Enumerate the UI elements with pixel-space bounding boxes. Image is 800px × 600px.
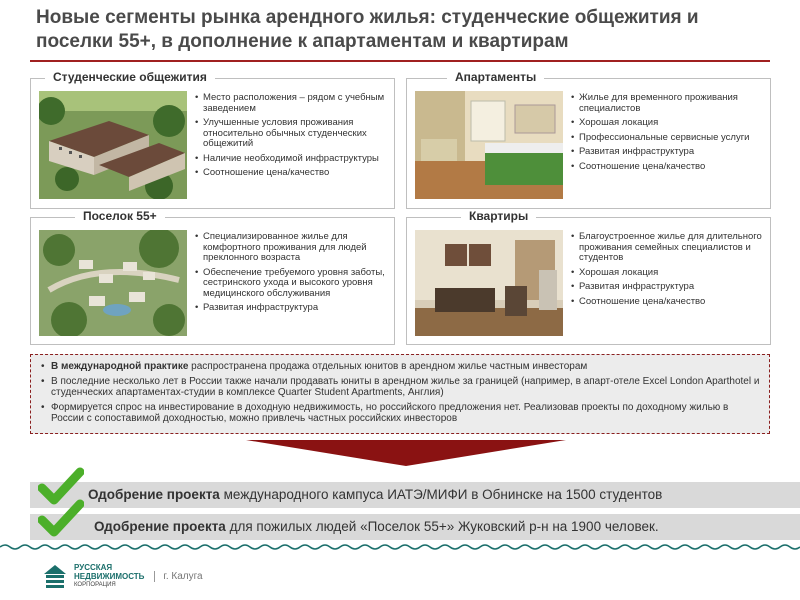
card-title-student-dorms: Студенческие общежития bbox=[45, 70, 215, 84]
list-item: • Улучшенные условия проживания относительно обычных студенческих общежитий bbox=[195, 118, 388, 150]
approval-lead: Одобрение проекта bbox=[94, 519, 226, 534]
approval-lead: Одобрение проекта bbox=[88, 487, 220, 502]
list-item: • Хорошая локация bbox=[571, 268, 764, 279]
card-flats bbox=[406, 209, 771, 345]
logo-house-icon bbox=[42, 563, 68, 589]
flats-photo bbox=[415, 230, 563, 336]
list-item: • Профессиональные сервисные услуги bbox=[571, 133, 764, 144]
practice-item1-rest: распространена продажа отдельных юнитов в арендном жилье частным инвесторам bbox=[188, 361, 588, 372]
international-practice-box bbox=[30, 354, 770, 434]
company-logo bbox=[42, 558, 203, 594]
practice-item1-lead: В международной практике bbox=[51, 361, 189, 372]
card-title-flats: Квартиры bbox=[461, 209, 536, 223]
list-item: • В последние несколько лет в России также начали продавать юниты в арендном жилье за границей (например, в апарт-отеле Excel London Aparthotel и студенческих апартаментах-студии в комплексе Quarter Student Apartments, Англия) bbox=[41, 376, 761, 399]
approval-bar-campus bbox=[30, 482, 800, 508]
logo-line3: КОРПОРАЦИЯ bbox=[74, 581, 116, 588]
list-item: • Соотношение цена/качество bbox=[195, 168, 388, 179]
list-item: • Развитая инфраструктура bbox=[571, 282, 764, 293]
card-title-village-55: Поселок 55+ bbox=[75, 209, 165, 223]
logo-line2: НЕДВИЖИМОСТЬ bbox=[74, 571, 145, 581]
card-student-dorms bbox=[30, 70, 395, 209]
student-dorms-bullets bbox=[195, 93, 388, 183]
list-item: • Хорошая локация bbox=[571, 118, 764, 129]
list-item: • Развитая инфраструктура bbox=[195, 303, 388, 314]
apartments-bullets bbox=[571, 93, 764, 176]
card-village-55 bbox=[30, 209, 395, 345]
approval-bar-village bbox=[30, 514, 800, 540]
down-arrow-icon bbox=[246, 440, 566, 466]
list-item: • Развитая инфраструктура bbox=[571, 147, 764, 158]
page-title: Новые сегменты рынка арендного жилья: студенческие общежития и поселки 55+, в дополнение к апартаментам и квартирам bbox=[36, 7, 699, 52]
card-apartments bbox=[406, 70, 771, 209]
decorative-wave-border bbox=[0, 543, 800, 551]
village-55-bullets bbox=[195, 232, 388, 318]
list-item: • Соотношение цена/качество bbox=[571, 297, 764, 308]
approval-text: для пожилых людей «Поселок 55+» Жуковский р-н на 1900 человек. bbox=[225, 519, 659, 534]
list-item: • Благоустроенное жилье для длительного проживания семейных специалистов и студентов bbox=[571, 232, 764, 264]
checkmark-icon bbox=[38, 498, 84, 538]
apartments-photo bbox=[415, 91, 563, 199]
list-item: • Специализированное жилье для комфортного проживания для людей преклонного возраста bbox=[195, 232, 388, 264]
title-divider bbox=[30, 60, 770, 62]
logo-city: г. Калуга bbox=[154, 571, 202, 582]
logo-wordmark bbox=[74, 563, 144, 590]
flats-bullets bbox=[571, 232, 764, 311]
approval-text: международного кампуса ИАТЭ/МИФИ в Обнинске на 1500 студентов bbox=[219, 487, 663, 502]
list-item: • Наличие необходимой инфраструктуры bbox=[195, 154, 388, 165]
list-item: • Обеспечение требуемого уровня заботы, сестринского ухода и высокого уровня медицинского обслуживания bbox=[195, 268, 388, 300]
logo-line1: РУССКАЯ bbox=[74, 562, 113, 572]
list-item: • Место расположения – рядом с учебным заведением bbox=[195, 93, 388, 114]
list-item bbox=[41, 361, 761, 373]
card-title-apartments: Апартаменты bbox=[447, 70, 544, 84]
student-dorms-photo bbox=[39, 91, 187, 199]
list-item: • Соотношение цена/качество bbox=[571, 162, 764, 173]
list-item: • Жилье для временного проживания специалистов bbox=[571, 93, 764, 114]
village-55-photo bbox=[39, 230, 187, 336]
list-item: • Формируется спрос на инвестирование в доходную недвижимость, но российского предложения нет. Реализовав проекты по доходному жилью в России с сопоставимой доходностью, можно привлечь частных российских инвесторов bbox=[41, 402, 761, 425]
